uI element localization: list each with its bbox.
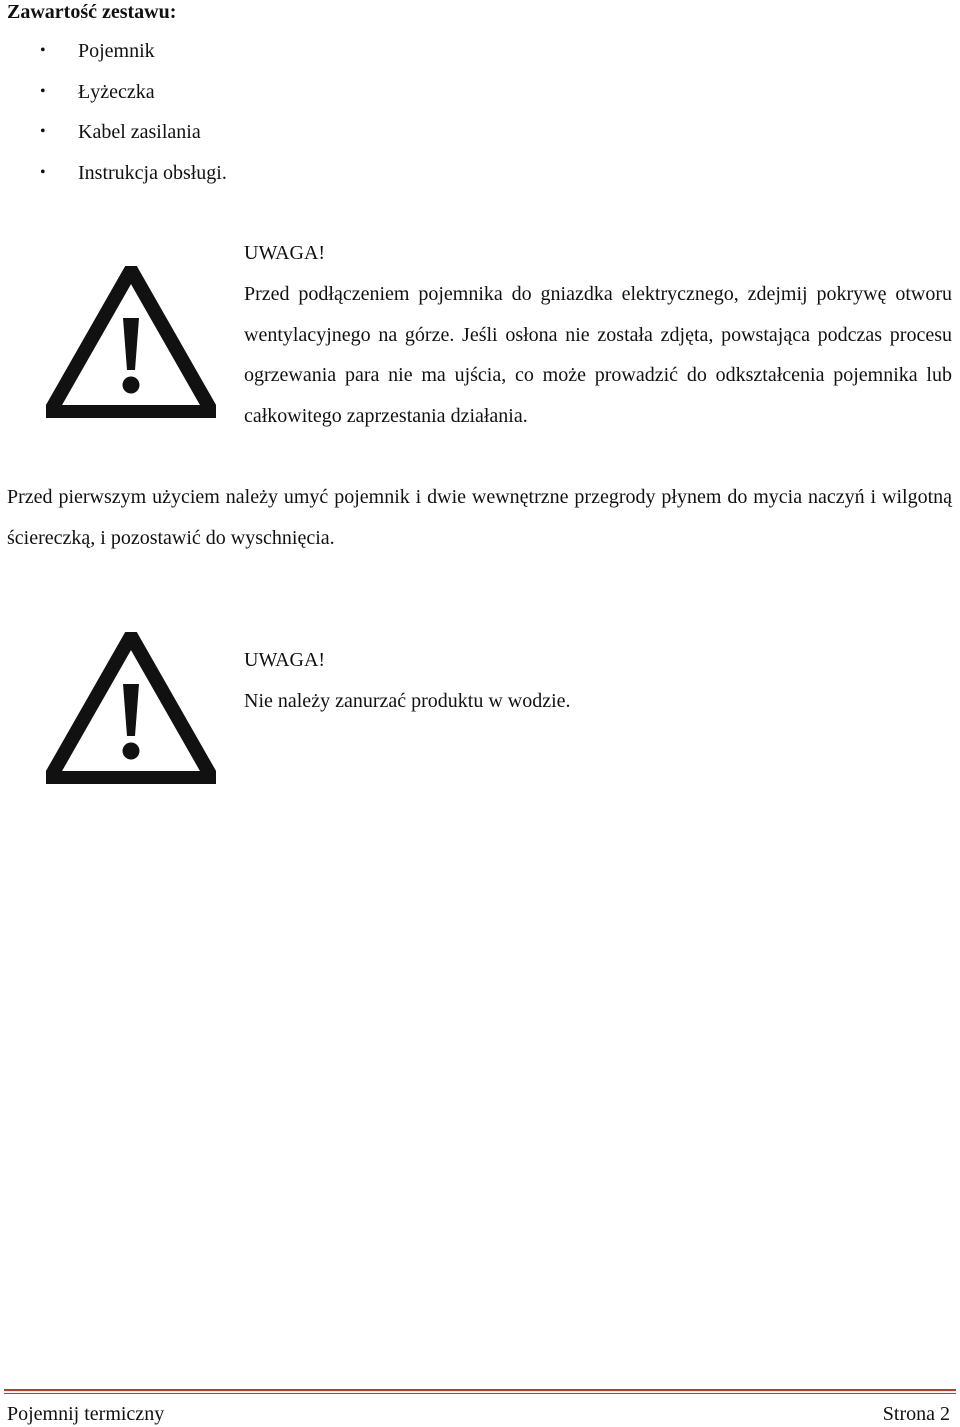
bullet: • <box>40 163 46 181</box>
page-heading: Zawartość zestawu: <box>7 1 177 23</box>
warning-text: Nie należy zanurzać produktu w wodzie. <box>244 689 571 712</box>
footer-rule <box>4 1389 956 1391</box>
warning-triangle-icon <box>46 632 216 784</box>
list-item-label: Łyżeczka <box>78 80 155 103</box>
bullet: • <box>40 42 46 59</box>
list-item <box>0 112 227 153</box>
list-item-label: Instrukcja obsługi. <box>78 161 227 184</box>
warning-triangle-icon <box>46 266 216 418</box>
list-item <box>0 72 227 113</box>
warning-title: UWAGA! <box>244 242 326 264</box>
warning-text: Przed podłączeniem pojemnika do gniazdka elektrycznego, zdejmij pokrywę otworu wentylacyjnego na górze. Jeśli osłona nie została zdjęta, powstająca podczas procesu ogrzewania para nie ma ujścia, co może prowadzić do odkształcenia pojemnika lub całkowitego zaprzestania działania. <box>244 282 952 428</box>
list-item-label: Kabel zasilania <box>78 121 201 144</box>
bullet: • <box>40 82 46 100</box>
cleaning-paragraph: Przed pierwszym użyciem należy umyć pojemnik i dwie wewnętrzne przegrody płynem do mycia naczyń i wilgotną ściereczką, i pozostawić do wyschnięcia. <box>7 486 952 549</box>
warning-block-1 <box>244 233 952 437</box>
list-item-label: Pojemnik <box>78 40 155 62</box>
footer-rule <box>4 1393 956 1394</box>
page-number: Strona 2 <box>882 1403 950 1425</box>
warning-title: UWAGA! <box>244 649 326 671</box>
list-item <box>0 31 227 72</box>
bullet: • <box>40 123 46 141</box>
list-item <box>0 153 227 194</box>
footer-title: Pojemnij termiczny <box>7 1403 165 1425</box>
contents-list <box>0 31 227 193</box>
warning-block-2 <box>244 640 952 722</box>
